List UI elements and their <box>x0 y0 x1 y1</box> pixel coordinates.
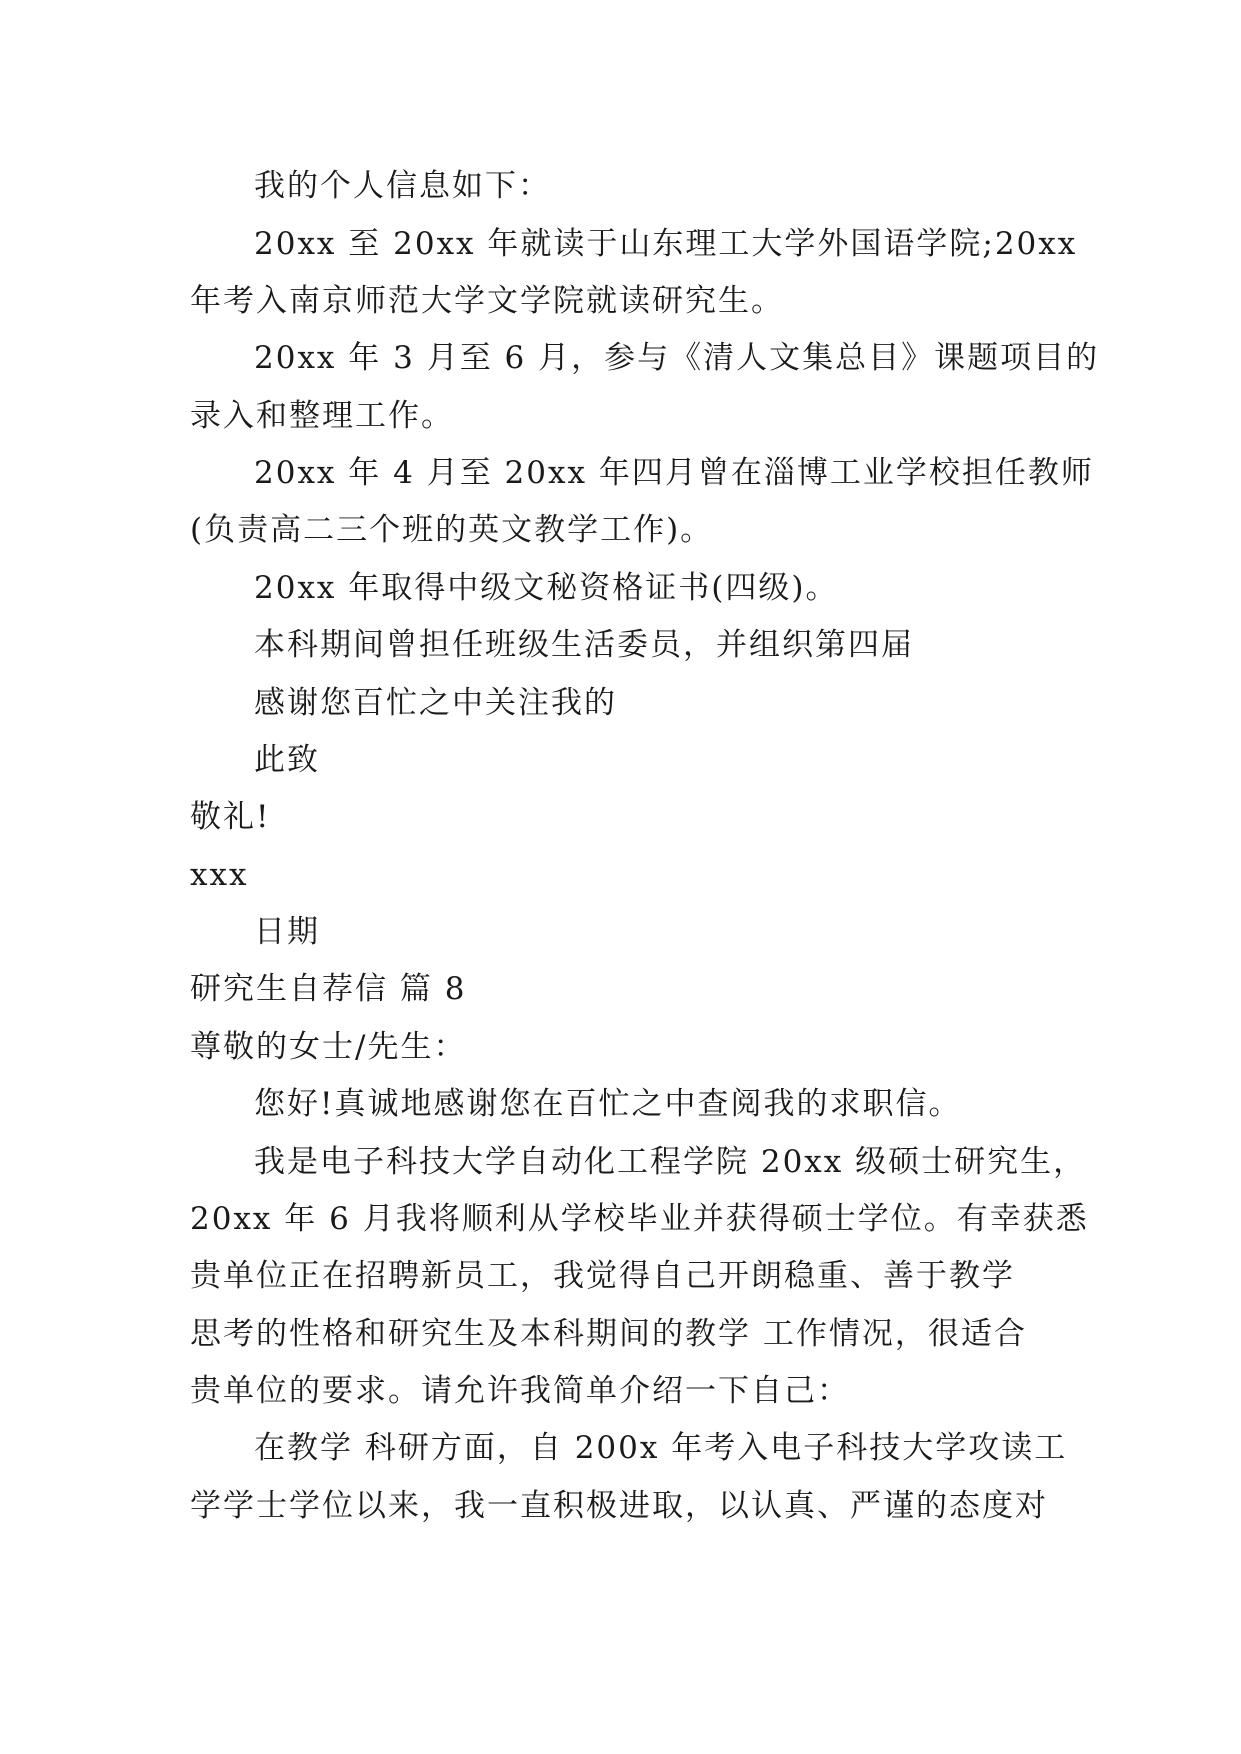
text-line: 贵单位的要求。请允许我简单介绍一下自己： <box>190 1373 850 1409</box>
text-line: 录入和整理工作。 <box>190 398 454 434</box>
text-line: 年考入南京师范大学文学院就读研究生。 <box>190 283 784 319</box>
salutation: 尊敬的女士/先生： <box>190 1029 467 1065</box>
text-line: 贵单位正在招聘新员工，我觉得自己开朗稳重、善于教学 <box>190 1258 1015 1294</box>
text-line: 思考的性格和研究生及本科期间的教学 工作情况，很适合 <box>190 1316 1027 1352</box>
text-line: (负责高二三个班的英文教学工作)。 <box>190 512 714 548</box>
text-line: 我是电子科技大学自动化工程学院 20xx 级硕士研究生， <box>254 1144 1087 1180</box>
text-line: 20xx 至 20xx 年就读于山东理工大学外国语学院;20xx <box>254 226 1078 262</box>
text-line: 学学士学位以来，我一直积极进取，以认真、严谨的态度对 <box>190 1488 1048 1524</box>
text-line: 在教学 科研方面，自 200x 年考入电子科技大学攻读工 <box>254 1430 1068 1466</box>
text-line: 我的个人信息如下： <box>254 168 551 204</box>
text-line: 本科期间曾担任班级生活委员，并组织第四届 <box>254 627 914 663</box>
text-line: 日期 <box>254 914 320 950</box>
text-line: xxx <box>190 857 249 893</box>
text-line: 感谢您百忙之中关注我的 <box>254 685 617 721</box>
text-line: 您好!真诚地感谢您在百忙之中查阅我的求职信。 <box>254 1086 962 1122</box>
text-line: 20xx 年 3 月至 6 月，参与《清人文集总目》课题项目的 <box>254 340 1100 376</box>
text-line: 20xx 年取得中级文秘资格证书(四级)。 <box>254 570 839 606</box>
text-line: 此致 <box>254 742 320 778</box>
text-line: 20xx 年 6 月我将顺利从学校毕业并获得硕士学位。有幸获悉 <box>190 1201 1089 1237</box>
text-line: 敬礼! <box>190 799 271 835</box>
section-heading: 研究生自荐信 篇 8 <box>190 971 467 1007</box>
text-line: 20xx 年 4 月至 20xx 年四月曾在淄博工业学校担任教师 <box>254 455 1094 491</box>
